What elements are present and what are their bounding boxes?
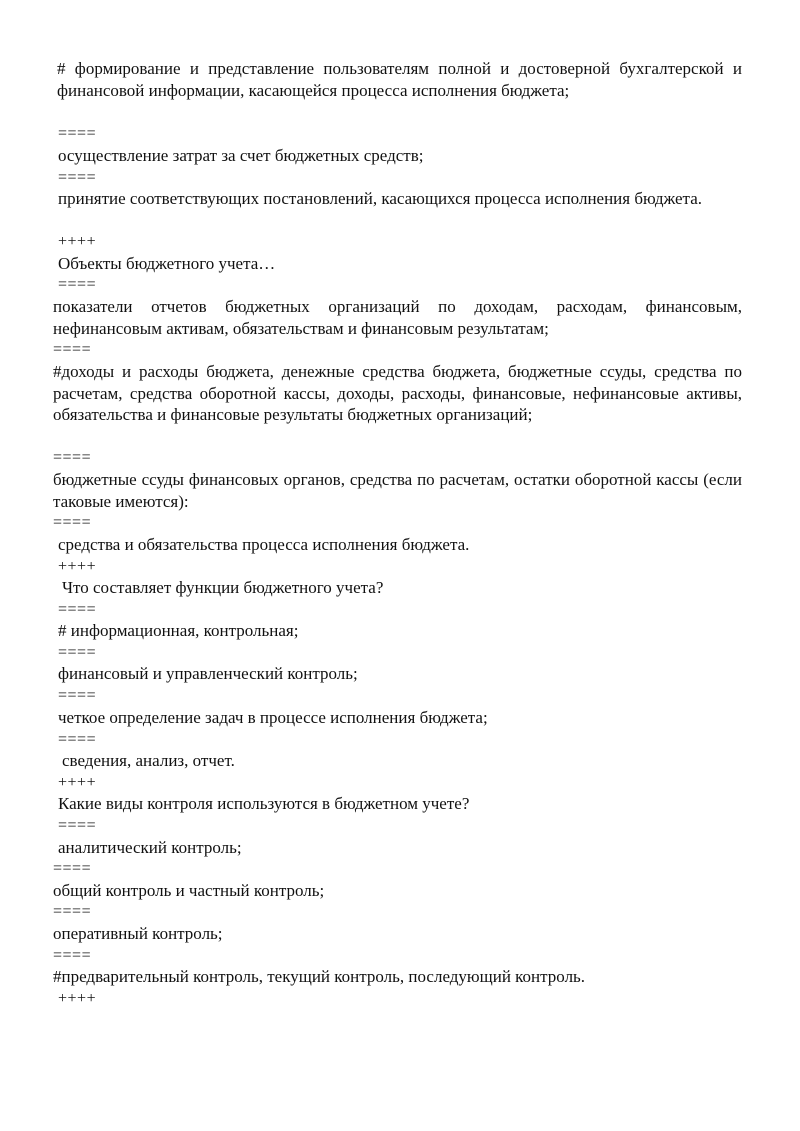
separator: ++++ bbox=[58, 558, 97, 575]
separator: ==== bbox=[58, 276, 97, 293]
answer-option: четкое определение задач в процессе исполнения бюджета; bbox=[58, 708, 488, 727]
answer-option: финансовый и управленческий контроль; bbox=[58, 664, 358, 683]
separator: ==== bbox=[53, 860, 92, 877]
separator: ==== bbox=[53, 514, 92, 531]
question-text: Объекты бюджетного учета… bbox=[58, 254, 276, 273]
separator: ==== bbox=[53, 449, 92, 466]
separator: ++++ bbox=[58, 774, 97, 791]
answer-option: #предварительный контроль, текущий контроль, последующий контроль. bbox=[53, 967, 586, 986]
answer-option: показатели отчетов бюджетных организаций по доходам, расходам, финансовым, нефинансовым активам, обязательствам и финансовым результатам; bbox=[53, 297, 742, 338]
separator: ==== bbox=[58, 687, 97, 704]
answer-option: осуществление затрат за счет бюджетных средств; bbox=[58, 146, 424, 165]
answer-option: сведения, анализ, отчет. bbox=[62, 751, 235, 770]
question-text: Какие виды контроля используются в бюджетном учете? bbox=[58, 794, 470, 813]
separator: ==== bbox=[58, 601, 97, 618]
question-text: Что составляет функции бюджетного учета? bbox=[62, 578, 384, 597]
answer-option: аналитический контроль; bbox=[58, 838, 242, 857]
answer-option: средства и обязательства процесса исполнения бюджета. bbox=[58, 535, 470, 554]
separator: ==== bbox=[58, 731, 97, 748]
answer-option: оперативный контроль; bbox=[53, 924, 223, 943]
separator: ++++ bbox=[58, 233, 97, 250]
separator: ==== bbox=[58, 644, 97, 661]
answer-option: # информационная, контрольная; bbox=[58, 621, 299, 640]
answer-option: общий контроль и частный контроль; bbox=[53, 881, 325, 900]
separator: ==== bbox=[58, 169, 97, 186]
separator: ==== bbox=[53, 341, 92, 358]
answer-option: бюджетные ссуды финансовых органов, средства по расчетам, остатки оборотной кассы (если таковые имеются): bbox=[53, 470, 742, 511]
separator: ==== bbox=[58, 817, 97, 834]
separator: ==== bbox=[53, 947, 92, 964]
answer-option: # формирование и представление пользователям полной и достоверной бухгалтерской и финансовой информации, касающейся процесса исполнения бюджета; bbox=[57, 59, 742, 100]
answer-option: #доходы и расходы бюджета, денежные средства бюджета, бюджетные ссуды, средства по расчетам, средства оборотной кассы, доходы, расходы, финансовые, нефинансовые активы, обязательства и финансовые результаты бюджетных организаций; bbox=[53, 362, 742, 425]
answer-option: принятие соответствующих постановлений, касающихся процесса исполнения бюджета. bbox=[58, 189, 702, 208]
separator: ==== bbox=[58, 125, 97, 142]
separator: ==== bbox=[53, 903, 92, 920]
separator: ++++ bbox=[58, 990, 97, 1007]
